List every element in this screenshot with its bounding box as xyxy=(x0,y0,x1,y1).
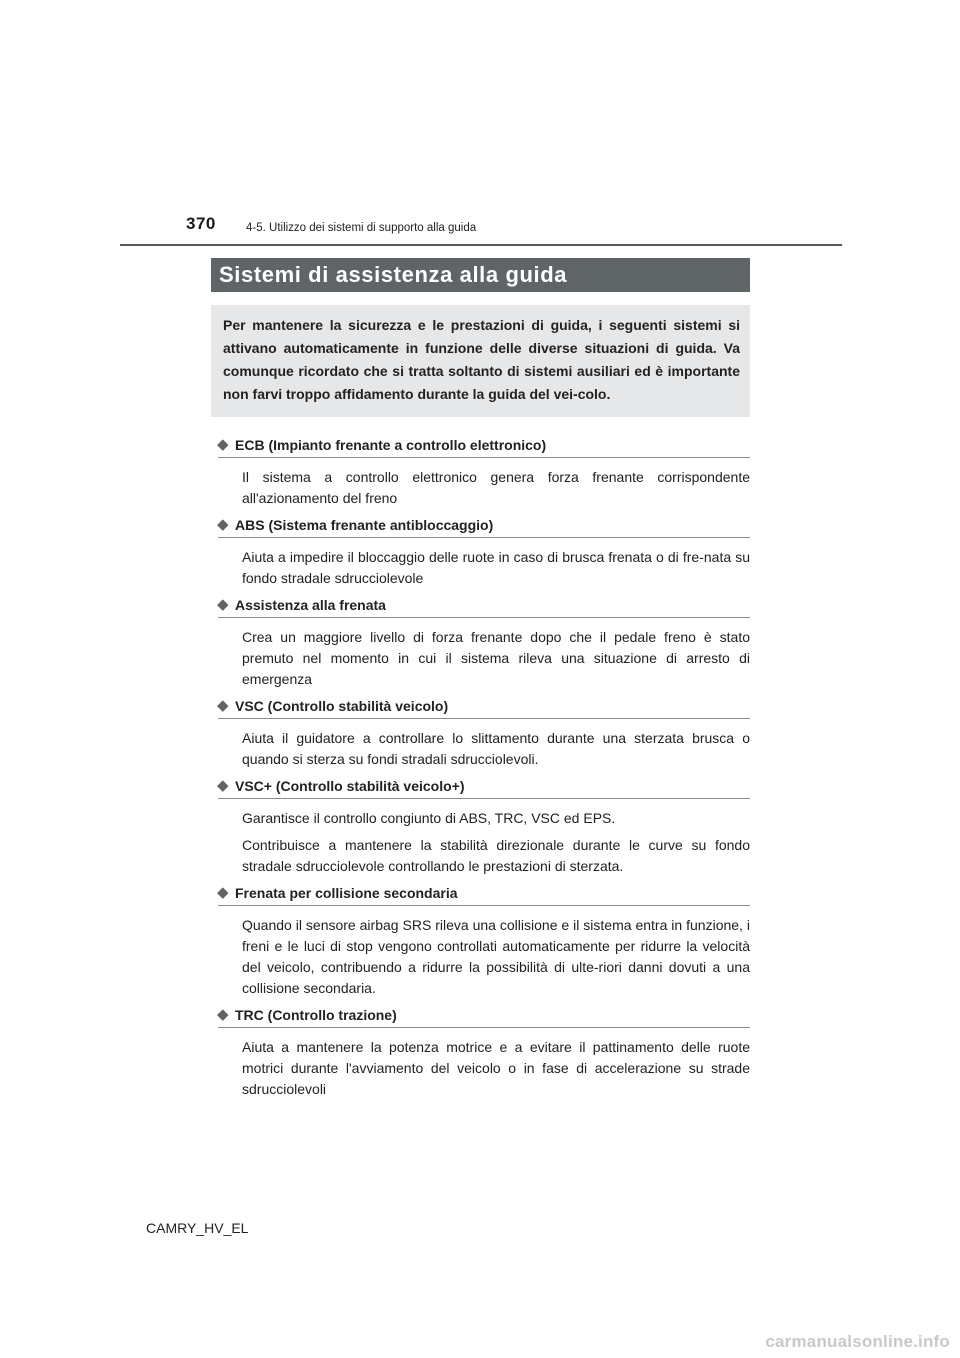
feature-description: Garantisce il controllo congiunto di ABS, TRC, VSC ed EPS. xyxy=(242,810,616,826)
page-title: Sistemi di assistenza alla guida xyxy=(211,258,750,292)
feature-item-trc xyxy=(218,1007,750,1100)
feature-heading xyxy=(218,597,750,618)
feature-item-abs xyxy=(218,517,750,589)
feature-description: Aiuta il guidatore a controllare lo slittamento durante una sterzata brusca o quando si sterza su fondi stradali sdrucciolevoli. xyxy=(242,730,750,767)
feature-item-ecb xyxy=(218,437,750,509)
feature-heading xyxy=(218,778,750,799)
feature-item-vsc xyxy=(218,698,750,770)
document-code: CAMRY_HV_EL xyxy=(146,1220,249,1236)
diamond-bullet-icon: ◆ xyxy=(217,1006,229,1023)
feature-description: Il sistema a controllo elettronico genera forza frenante corrispondente all'azionamento del freno xyxy=(242,469,750,506)
feature-heading-text: TRC (Controllo trazione) xyxy=(235,1007,397,1023)
feature-heading-text: ABS (Sistema frenante antibloccaggio) xyxy=(235,517,494,533)
feature-description: Quando il sensore airbag SRS rileva una collisione e il sistema entra in funzione, i freni e le luci di stop vengono controllati automaticamente per ridurre la velocità del veicolo, contribuendo a ridurre la possibilità di ulte-riori danni dovuti a una collisione secondaria. xyxy=(242,917,750,996)
feature-heading-text: ECB (Impianto frenante a controllo elettronico) xyxy=(235,437,547,453)
diamond-bullet-icon: ◆ xyxy=(217,596,229,613)
feature-heading xyxy=(218,1007,750,1028)
feature-description: Aiuta a mantenere la potenza motrice e a evitare il pattinamento delle ruote motrici durante l'avviamento del veicolo o in fase di accelerazione su strade sdrucciolevoli xyxy=(242,1039,750,1097)
diamond-bullet-icon: ◆ xyxy=(217,777,229,794)
feature-description: Contribuisce a mantenere la stabilità direzionale durante le curve su fondo stradale sdrucciolevole controllando le prestazioni di sterzata. xyxy=(242,837,750,874)
feature-item-brake-assist xyxy=(218,597,750,690)
section-path: 4-5. Utilizzo dei sistemi di supporto alla guida xyxy=(246,222,477,234)
header-rule xyxy=(120,244,842,246)
diamond-bullet-icon: ◆ xyxy=(217,884,229,901)
feature-heading xyxy=(218,885,750,906)
feature-item-secondary-collision-brake xyxy=(218,885,750,999)
feature-list xyxy=(218,437,750,1108)
intro-text: Per mantenere la sicurezza e le prestazioni di guida, i seguenti sistemi si attivano automaticamente in funzione delle diverse situazioni di guida. Va comunque ricordato che si tratta soltanto di sistemi ausiliari ed è importante non farvi troppo affidamento durante la guida del vei-colo. xyxy=(223,317,740,402)
watermark: carmanualsonline.info xyxy=(765,1332,950,1351)
feature-heading-text: Frenata per collisione secondaria xyxy=(235,885,458,901)
feature-item-vsc-plus xyxy=(218,778,750,877)
feature-description: Crea un maggiore livello di forza frenante dopo che il pedale freno è stato premuto nel momento in cui il sistema rileva una situazione di arresto di emergenza xyxy=(242,629,750,687)
feature-heading xyxy=(218,437,750,458)
page-number: 370 xyxy=(186,214,216,233)
feature-heading-text: VSC (Controllo stabilità veicolo) xyxy=(235,698,449,714)
feature-description: Aiuta a impedire il bloccaggio delle ruote in caso di brusca frenata o di fre-nata su fondo stradale sdrucciolevole xyxy=(242,549,750,586)
feature-heading-text: VSC+ (Controllo stabilità veicolo+) xyxy=(235,778,465,794)
feature-heading xyxy=(218,517,750,538)
diamond-bullet-icon: ◆ xyxy=(217,516,229,533)
intro-box xyxy=(211,305,750,417)
feature-heading xyxy=(218,698,750,719)
diamond-bullet-icon: ◆ xyxy=(217,436,229,453)
feature-heading-text: Assistenza alla frenata xyxy=(235,597,386,613)
diamond-bullet-icon: ◆ xyxy=(217,697,229,714)
